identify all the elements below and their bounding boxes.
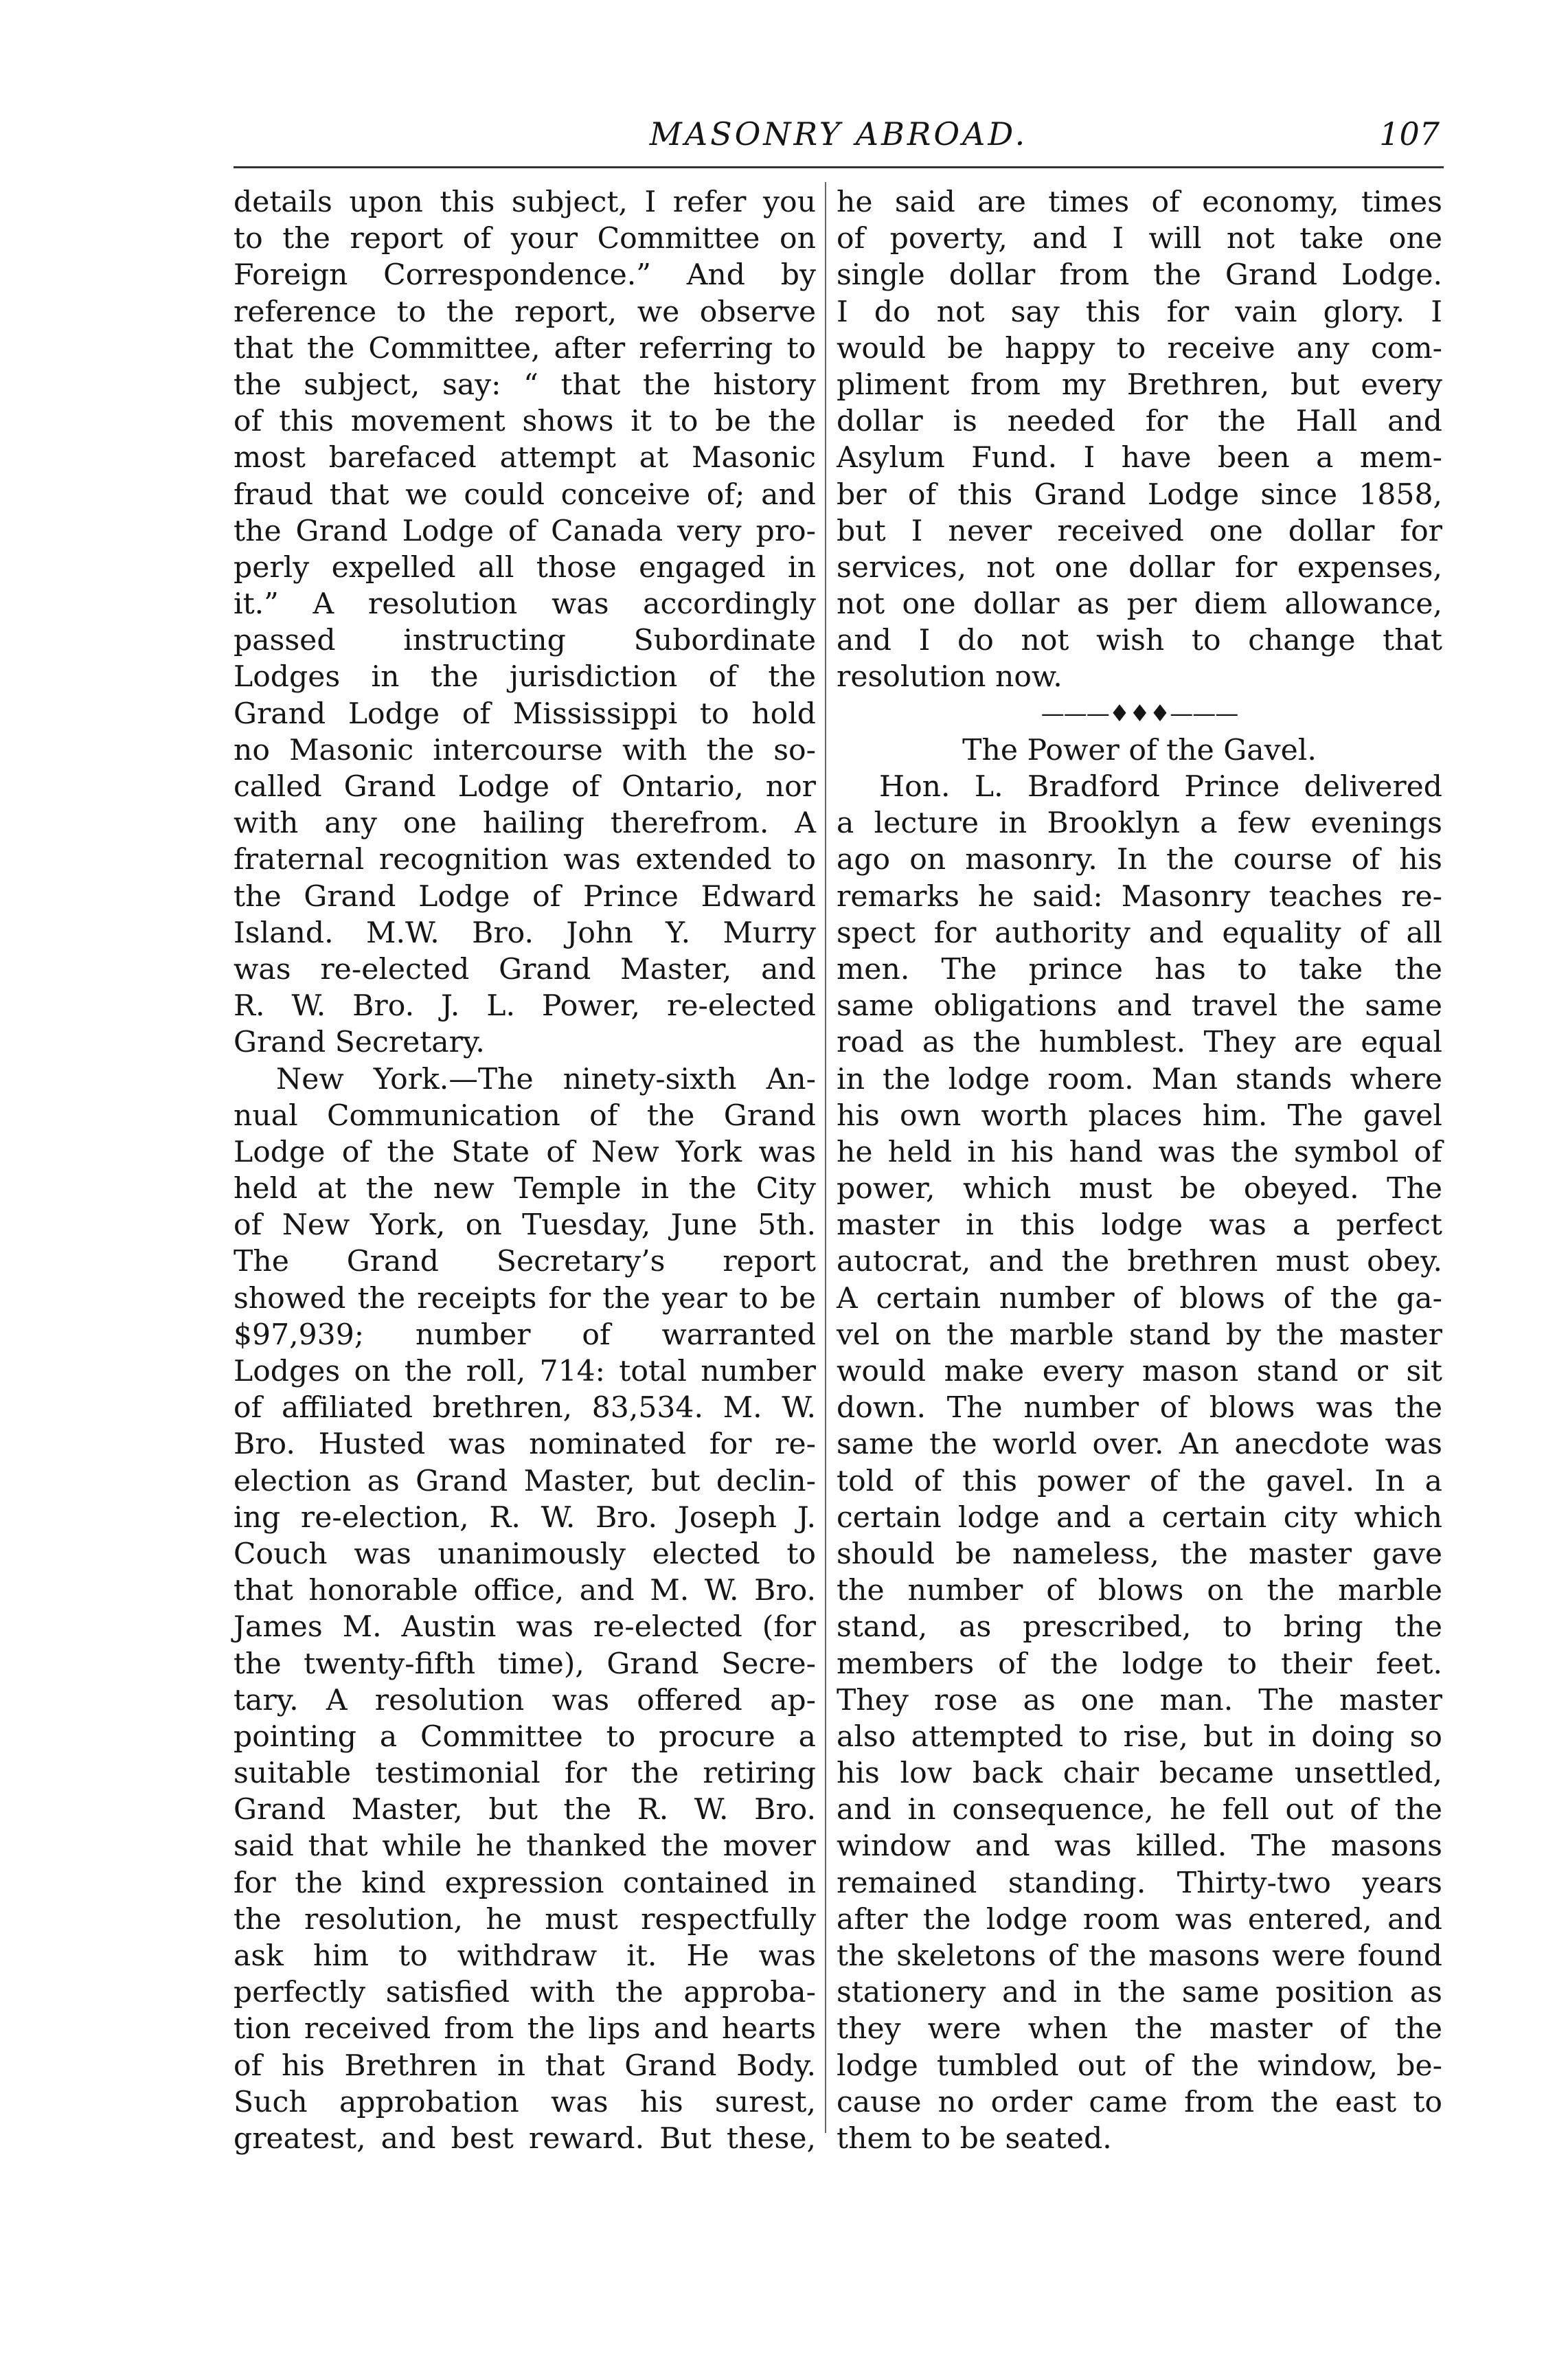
text-line: tary. A resolution was offered ap- [234, 1683, 816, 1717]
text-line: Lodge of the State of New York was [234, 1135, 816, 1169]
text-line: they were when the master of the [837, 2012, 1442, 2046]
text-line: remained standing. Thirty-two years [837, 1866, 1442, 1900]
text-line: Foreign Correspondence.” And by [234, 258, 816, 293]
text-line: held at the new Temple in the City [234, 1172, 816, 1206]
text-line: ago on masonry. In the course of his [837, 843, 1442, 877]
text-line: cause no order came from the east to [837, 2085, 1442, 2119]
text-line: his low back chair became unsettled, [837, 1757, 1442, 1791]
text-line: the skeletons of the masons were found [837, 1939, 1442, 1973]
text-line: certain lodge and a certain city which [837, 1500, 1442, 1535]
text-line: Couch was unanimously elected to [234, 1537, 816, 1571]
text-line: perfectly satisfied with the approba- [234, 1976, 816, 2010]
text-line: stationery and in the same position as [837, 1976, 1442, 2010]
text-line: remarks he said: Masonry teaches re- [837, 879, 1442, 914]
text-line: the subject, say: “ that the history [234, 368, 816, 402]
text-line: spect for authority and equality of all [837, 916, 1442, 950]
text-line: called Grand Lodge of Ontario, nor [234, 770, 816, 804]
text-line: Lodges on the roll, 714: total number [234, 1355, 816, 1388]
text-line: he said are times of economy, times [837, 185, 1442, 219]
text-line: fraternal recognition was extended to [234, 843, 816, 877]
text-line: ing re-election, R. W. Bro. Joseph J. [234, 1500, 816, 1535]
text-line: stand, as prescribed, to bring the [837, 1610, 1442, 1645]
text-line: autocrat, and the brethren must obey. [837, 1245, 1442, 1279]
text-line: resolution now. [837, 660, 1063, 695]
text-line: fraud that we could conceive of; and [234, 477, 816, 512]
text-line: Such approbation was his surest, [234, 2085, 816, 2119]
text-line: the resolution, he must respectfully [234, 1902, 816, 1937]
text-line: dollar is needed for the Hall and [837, 405, 1442, 439]
text-line: a lecture in Brooklyn a few evenings [837, 806, 1442, 841]
text-line: he held in his hand was the symbol of [837, 1135, 1442, 1169]
column-divider [825, 182, 826, 2133]
text-line: the number of blows on the marble [837, 1574, 1442, 1608]
text-line: tion received from the lips and hearts [234, 2012, 816, 2046]
text-line: I do not say this for vain glory. I [837, 295, 1442, 329]
text-line: nual Communication of the Grand [234, 1098, 816, 1133]
text-line: suitable testimonial for the retiring [234, 1757, 816, 1791]
text-line: James M. Austin was re-elected (for [234, 1610, 816, 1645]
text-line: men. The prince has to take the [837, 952, 1442, 986]
text-line: to the report of your Committee on [234, 222, 816, 256]
text-line: down. The number of blows was the [837, 1391, 1442, 1425]
text-line: showed the receipts for the year to be [234, 1281, 816, 1316]
text-line: greatest, and best reward. But these, [234, 2121, 816, 2156]
text-line: ber of this Grand Lodge since 1858, [837, 477, 1442, 512]
text-line: not one dollar as per diem allowance, [837, 587, 1442, 622]
text-line: same obligations and travel the same [837, 989, 1442, 1024]
text-line: also attempted to rise, but in doing so [837, 1719, 1442, 1754]
text-line: no Masonic intercourse with the so- [234, 733, 816, 767]
text-line: R. W. Bro. J. L. Power, re-elected [234, 989, 816, 1024]
text-line: road as the humblest. They are equal [837, 1026, 1442, 1060]
text-line: and in consequence, he fell out of the [837, 1793, 1442, 1827]
text-line: Grand Master, but the R. W. Bro. [234, 1793, 816, 1827]
text-line: members of the lodge to their feet. [837, 1647, 1442, 1681]
text-line: Asylum Fund. I have been a mem- [837, 441, 1442, 475]
section-heading: The Power of the Gavel. [962, 733, 1317, 767]
text-line: that the Committee, after referring to [234, 331, 816, 365]
text-line: the twenty-fifth time), Grand Secre- [234, 1647, 816, 1681]
text-line: ask him to withdraw it. He was [234, 1939, 816, 1973]
text-line: with any one hailing therefrom. A [234, 806, 816, 841]
text-line: Bro. Husted was nominated for re- [234, 1427, 816, 1462]
text-line: same the world over. An anecdote was [837, 1427, 1442, 1462]
text-line: They rose as one man. The master [837, 1683, 1442, 1717]
running-title: MASONRY ABROAD. [649, 115, 1028, 153]
left-column [234, 184, 816, 2157]
text-line: that honorable office, and M. W. Bro. [234, 1574, 816, 1608]
text-line: of affiliated brethren, 83,534. M. W. [234, 1391, 816, 1425]
text-line: The Grand Secretary’s report [234, 1245, 816, 1279]
text-line: them to be seated. [837, 2121, 1112, 2156]
header-rule [234, 166, 1444, 168]
text-line: his own worth places him. The gavel [837, 1098, 1442, 1133]
text-line: passed instructing Subordinate [234, 624, 816, 658]
text-line: would be happy to receive any com- [837, 331, 1442, 365]
text-line: Lodges in the jurisdiction of the [234, 660, 816, 695]
text-line: perly expelled all those engaged in [234, 550, 816, 585]
text-line: Grand Secretary. [234, 1026, 485, 1060]
text-line: would make every mason stand or sit [837, 1355, 1442, 1388]
text-line: but I never received one dollar for [837, 514, 1442, 548]
text-line: master in this lodge was a perfect [837, 1208, 1442, 1243]
text-line: should be nameless, the master gave [837, 1537, 1442, 1571]
text-line: election as Grand Master, but declin- [234, 1464, 816, 1498]
right-column [837, 184, 1442, 2157]
text-line: power, which must be obeyed. The [837, 1172, 1442, 1206]
text-line: of his Brethren in that Grand Body. [234, 2048, 816, 2083]
text-line: of New York, on Tuesday, June 5th. [234, 1208, 816, 1243]
text-line: details upon this subject, I refer you [234, 185, 816, 219]
text-line: services, not one dollar for expenses, [837, 550, 1442, 585]
text-line: lodge tumbled out of the window, be- [837, 2048, 1442, 2083]
text-line: Island. M.W. Bro. John Y. Murry [234, 916, 816, 950]
text-line: for the kind expression contained in [234, 1866, 816, 1900]
text-line: most barefaced attempt at Masonic [234, 441, 816, 475]
text-line: pliment from my Brethren, but every [837, 368, 1442, 402]
text-line: and I do not wish to change that [837, 624, 1442, 658]
text-line: single dollar from the Grand Lodge. [837, 258, 1442, 293]
text-line: window and was killed. The masons [837, 1829, 1442, 1864]
page-number: 107 [1379, 115, 1440, 153]
text-line: reference to the report, we observe [234, 295, 816, 329]
text-line: told of this power of the gavel. In a [837, 1464, 1442, 1498]
text-line: said that while he thanked the mover [234, 1829, 816, 1864]
text-line: in the lodge room. Man stands where [837, 1062, 1442, 1096]
text-line: it.” A resolution was accordingly [234, 587, 816, 622]
text-line: $97,939; number of warranted [234, 1318, 816, 1352]
text-line: of this movement shows it to be the [234, 405, 816, 439]
text-line: was re-elected Grand Master, and [234, 952, 816, 986]
text-line: the Grand Lodge of Prince Edward [234, 879, 816, 914]
text-line: after the lodge room was entered, and [837, 1902, 1442, 1937]
text-line: the Grand Lodge of Canada very pro- [234, 514, 816, 548]
running-header [234, 115, 1444, 163]
text-line: Grand Lodge of Mississippi to hold [234, 697, 816, 731]
text-line: pointing a Committee to procure a [234, 1719, 816, 1754]
section-ornament: ———♦♦♦——— [1041, 699, 1238, 727]
text-line: A certain number of blows of the ga- [837, 1281, 1442, 1316]
text-line: New York.—The ninety-sixth An- [276, 1062, 816, 1096]
text-line: of poverty, and I will not take one [837, 222, 1442, 256]
text-line: Hon. L. Bradford Prince delivered [879, 770, 1442, 804]
text-line: vel on the marble stand by the master [837, 1318, 1442, 1352]
